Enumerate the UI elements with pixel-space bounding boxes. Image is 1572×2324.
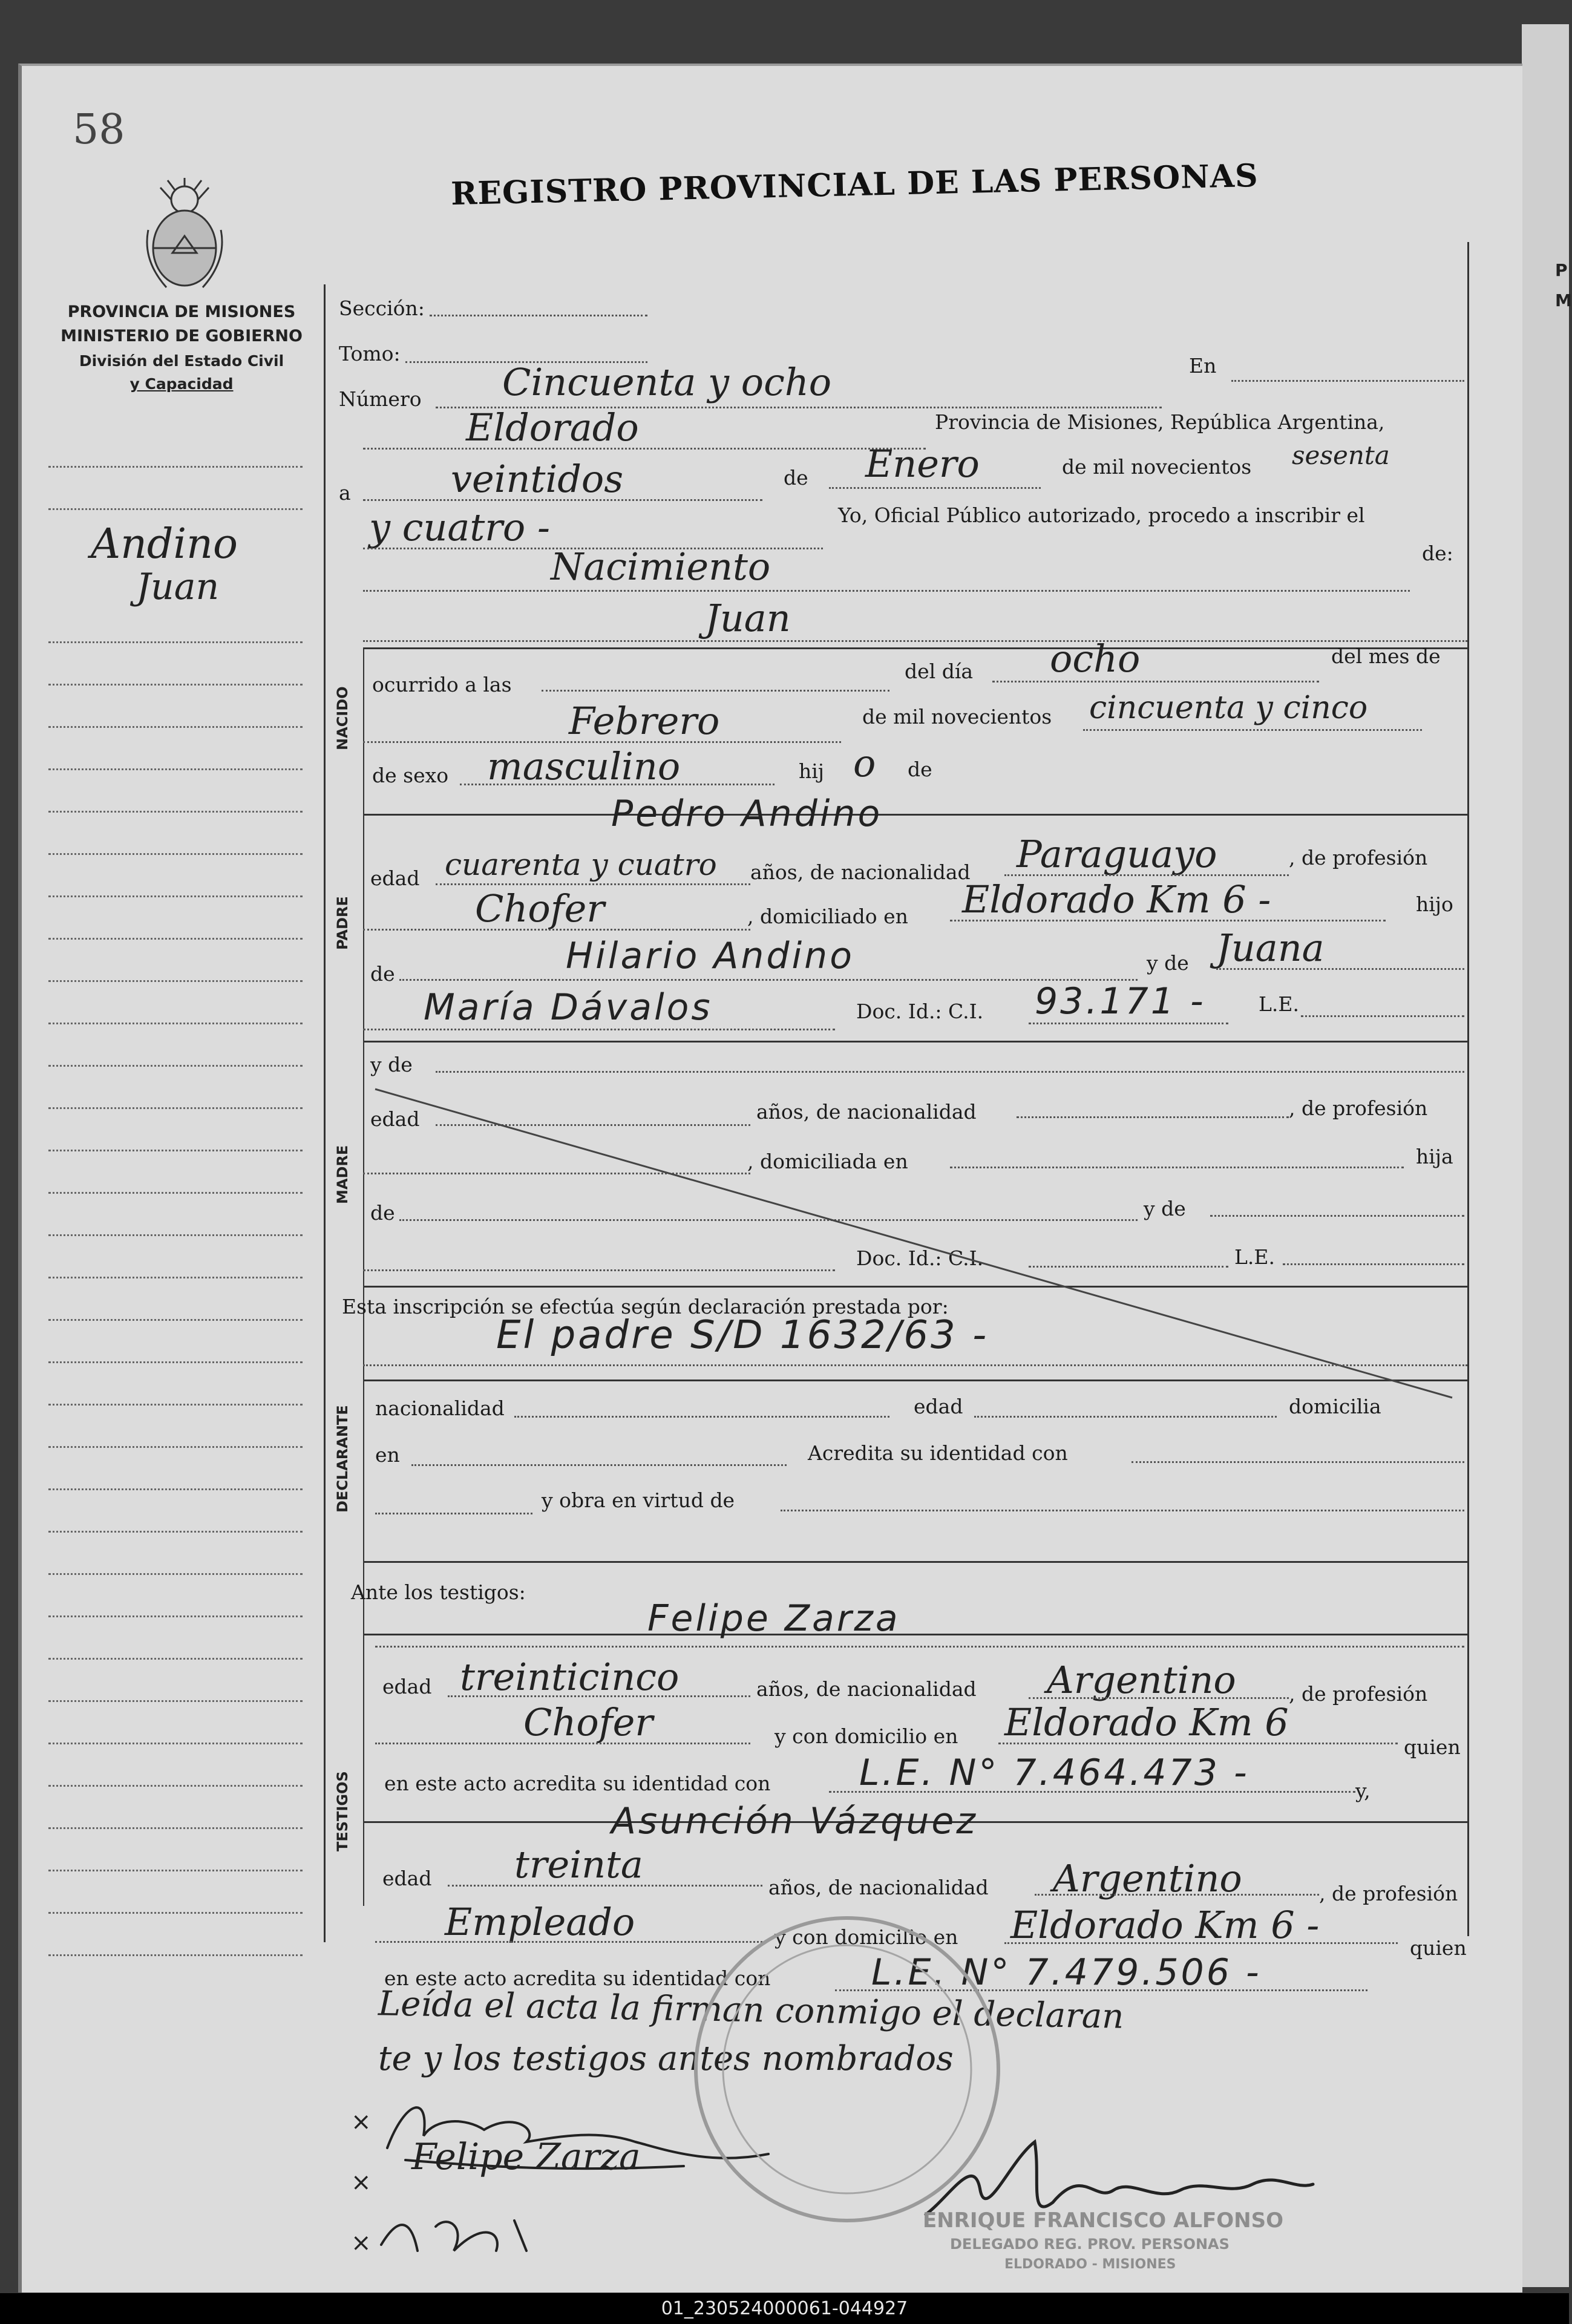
org-ministry: MINISTERIO DE GOBIERNO: [61, 327, 303, 345]
label-edad-t1: edad: [382, 1675, 432, 1698]
dots: [1004, 874, 1289, 876]
dots: [411, 1464, 787, 1466]
label-y-de2: y de: [370, 1053, 413, 1076]
page-number: 58: [73, 106, 125, 154]
field-hij-suffix: o: [853, 741, 876, 785]
margin-line: [48, 1615, 303, 1617]
next-page-edge: [1522, 24, 1569, 2287]
dots: [363, 590, 1410, 592]
dots: [448, 1885, 762, 1887]
field-abuela-a: Juana: [1216, 926, 1325, 970]
label-y-de: y de: [1147, 951, 1189, 975]
field-t1-edad: treinticinco: [460, 1655, 680, 1699]
margin-line: [48, 1150, 303, 1151]
section-divider: [363, 1041, 1467, 1043]
margin-line: [48, 980, 303, 982]
margin-line: [48, 938, 303, 940]
stamp-place: ELDORADO - MISIONES: [1004, 2257, 1176, 2272]
stamp-role: DELEGADO REG. PROV. PERSONAS: [950, 2236, 1230, 2253]
label-edad: edad: [370, 866, 420, 890]
field-t1-dom: Eldorado Km 6: [1004, 1700, 1289, 1744]
margin-surname: Andino: [91, 520, 238, 568]
margin-line: [48, 1870, 303, 1871]
org-capacity: y Capacidad: [129, 375, 234, 393]
label-en-este-acto-t2: en este acto acredita su identidad con: [384, 1966, 771, 1990]
label-acredita: Acredita su identidad con: [808, 1441, 1068, 1465]
dots: [430, 315, 647, 316]
dots: [363, 1364, 1467, 1366]
field-numero: Cincuenta y ocho: [502, 360, 832, 404]
section-divider: [363, 814, 1467, 816]
margin-line: [48, 811, 303, 813]
field-padre-nombre: Pedro Andino: [611, 793, 883, 835]
label-provincia: Provincia de Misiones, República Argentina,: [935, 410, 1385, 434]
field-testigo1: Felipe Zarza: [647, 1597, 900, 1640]
label-profesion-t2: , de profesión: [1319, 1882, 1458, 1905]
label-tomo: Tomo:: [339, 342, 401, 365]
label-en2: en: [375, 1443, 400, 1467]
org-division: División del Estado Civil: [79, 352, 284, 370]
org-province: PROVINCIA DE MISIONES: [67, 303, 296, 321]
label-sexo: de sexo: [372, 764, 449, 787]
field-anio-a: sesenta: [1292, 440, 1390, 470]
svg-text:×: ×: [351, 2108, 372, 2136]
dots: [363, 1029, 835, 1030]
dots: [829, 487, 1041, 489]
margin-line: [48, 1573, 303, 1575]
dots: [363, 929, 750, 931]
margin-given-name: Juan: [136, 566, 220, 608]
dots: [1132, 1461, 1464, 1463]
closing-line-1: Leída el acta la firman conmigo el declaran: [378, 1984, 1124, 2037]
field-abuela-b: María Dávalos: [424, 986, 713, 1029]
label-en: En: [1189, 354, 1217, 378]
field-nac-anio: cincuenta y cinco: [1089, 690, 1368, 726]
label-edad-t2: edad: [382, 1867, 432, 1890]
margin-line: [48, 1658, 303, 1660]
dots: [1083, 729, 1422, 731]
label-quien-t1: quien: [1404, 1735, 1461, 1759]
field-acto: Nacimiento: [551, 545, 771, 589]
next-page-letter-p: P: [1555, 260, 1568, 280]
field-t2-edad: treinta: [514, 1842, 643, 1887]
margin-line: [48, 853, 303, 855]
field-dia: veintidos: [451, 457, 624, 501]
margin-line: [48, 726, 303, 728]
margin-line: [48, 1700, 303, 1702]
field-t2-dom: Eldorado Km 6 -: [1010, 1903, 1320, 1947]
label-edad-decl: edad: [914, 1395, 963, 1418]
label-profesion: , de profesión: [1289, 846, 1428, 869]
dots: [363, 448, 926, 450]
margin-line: [48, 1192, 303, 1194]
field-mes: Enero: [865, 442, 980, 486]
label-profesion-madre: , de profesión: [1289, 1096, 1428, 1120]
label-hija: hija: [1416, 1145, 1453, 1168]
label-ocurrido: ocurrido a las: [372, 673, 512, 696]
margin-line: [48, 895, 303, 897]
coat-of-arms-icon: [136, 175, 233, 296]
label-de-madre: de: [370, 1201, 395, 1225]
field-t2-prof: Empleado: [445, 1900, 635, 1944]
section-declarante: DECLARANTE: [334, 1405, 351, 1513]
field-abuelo: Hilario Andino: [566, 935, 854, 977]
dots: [1004, 1942, 1398, 1944]
dots: [460, 784, 775, 785]
field-nombre: Juan: [705, 596, 791, 640]
label-de2: de: [908, 758, 932, 781]
page-title: REGISTRO PROVINCIAL DE LAS PERSONAS: [450, 157, 1259, 213]
label-y-con-dom-t1: y con domicilio en: [775, 1724, 958, 1748]
label-mil-novecientos: de mil novecientos: [1062, 455, 1252, 479]
field-t2-doc: L.E. N° 7.479.506 -: [871, 1951, 1262, 1994]
label-quien-t2: quien: [1410, 1936, 1467, 1960]
label-doc-id-madre: Doc. Id.: C.I.: [856, 1246, 984, 1270]
label-le-madre: L.E.: [1234, 1245, 1275, 1269]
dots: [1301, 1015, 1464, 1017]
margin-line: [48, 1743, 303, 1744]
field-declarante: El padre S/D 1632/63 -: [496, 1313, 989, 1358]
margin-line: [48, 1065, 303, 1067]
dots: [1231, 380, 1464, 382]
main-left-rule: [324, 284, 326, 1942]
label-hij: hij: [799, 759, 825, 783]
label-y-de-madre: y de: [1144, 1197, 1186, 1220]
label-en-este-acto-t1: en este acto acredita su identidad con: [384, 1772, 771, 1795]
dots: [1035, 1894, 1319, 1896]
label-nacionalidad: nacionalidad: [375, 1396, 505, 1420]
section-nacido: NACIDO: [334, 686, 351, 750]
label-inscripcion: Esta inscripción se efectúa según declaración prestada por:: [342, 1295, 949, 1318]
label-ante: Ante los testigos:: [351, 1580, 526, 1604]
field-t1-nac: Argentino: [1047, 1658, 1236, 1702]
label-de3: de: [370, 962, 395, 986]
label-le: L.E.: [1259, 992, 1299, 1016]
label-mil-novecientos2: de mil novecientos: [862, 705, 1052, 728]
field-padre-nac: Paraguayo: [1017, 832, 1217, 876]
dots: [363, 741, 841, 743]
label-seccion: Sección:: [339, 296, 425, 320]
margin-line: [48, 1361, 303, 1363]
field-sexo: masculino: [487, 744, 681, 788]
label-domicilia: domicilia: [1289, 1395, 1381, 1418]
section-divider: [363, 1561, 1467, 1563]
field-padre-prof: Chofer: [475, 886, 604, 931]
label-a: a: [339, 481, 351, 505]
margin-line: [48, 641, 303, 643]
dots: [992, 681, 1319, 682]
margin-line: [48, 466, 303, 468]
dots: [1029, 1023, 1228, 1024]
label-de: de: [784, 466, 808, 489]
margin-line: [48, 1785, 303, 1787]
label-profesion-t1: , de profesión: [1289, 1682, 1428, 1706]
dots: [1216, 968, 1464, 970]
dots: [375, 1513, 532, 1514]
next-page-letter-m: M: [1555, 290, 1572, 310]
label-de-colon: de:: [1422, 542, 1453, 565]
dots: [829, 1791, 1355, 1793]
field-lugar: Eldorado: [466, 405, 639, 450]
field-anio-b: y cuatro -: [369, 505, 550, 549]
margin-line: [48, 1319, 303, 1321]
field-t1-doc: L.E. N° 7.464.473 -: [859, 1752, 1249, 1794]
margin-line: [48, 1404, 303, 1406]
margin-line: [48, 768, 303, 770]
margin-line: [48, 1827, 303, 1829]
dots: [974, 1416, 1277, 1418]
stamp-name: ENRIQUE FRANCISCO ALFONSO: [923, 2208, 1283, 2233]
image-caption: 01_230524000061-044927: [0, 2293, 1569, 2324]
section-divider: [363, 1634, 1467, 1635]
dots: [399, 979, 1138, 981]
margin-line: [48, 1488, 303, 1490]
label-edad-madre: edad: [370, 1107, 420, 1131]
margin-line: [48, 1107, 303, 1109]
margin-line: [48, 1234, 303, 1236]
label-obra: y obra en virtud de: [542, 1488, 735, 1512]
field-t1-prof: Chofer: [523, 1700, 653, 1744]
dots: [514, 1416, 889, 1418]
field-padre-dom: Eldorado Km 6 -: [962, 877, 1271, 921]
margin-line: [48, 1277, 303, 1278]
dots: [1029, 1697, 1289, 1699]
field-nac-mes: Febrero: [569, 699, 720, 743]
margin-line: [48, 508, 303, 510]
dots: [542, 690, 889, 692]
label-anios-nac-madre: años, de nacionalidad: [756, 1100, 977, 1124]
dots: [375, 1646, 1464, 1648]
dots: [781, 1510, 1464, 1511]
section-divider: [363, 647, 1467, 649]
dots: [448, 1695, 750, 1697]
label-anios-nac: años, de nacionalidad: [750, 860, 971, 884]
label-anios-nac-t1: años, de nacionalidad: [756, 1677, 977, 1701]
dots: [363, 499, 762, 501]
label-anios-nac-t2: años, de nacionalidad: [768, 1876, 989, 1899]
section-padre: PADRE: [334, 896, 351, 950]
field-padre-edad: cuarenta y cuatro: [445, 847, 717, 882]
section-testigos: TESTIGOS: [334, 1771, 351, 1851]
label-del-mes: del mes de: [1331, 644, 1441, 668]
margin-line: [48, 1912, 303, 1914]
margin-line: [48, 684, 303, 686]
label-yo-oficial: Yo, Oficial Público autorizado, procedo a inscribir el: [838, 503, 1365, 527]
signature-felipe: Felipe Zarza: [411, 2136, 641, 2178]
svg-text:×: ×: [351, 2229, 372, 2257]
field-testigo2: Asunción Vázquez: [611, 1800, 978, 1842]
dots: [363, 640, 1467, 642]
section-madre: MADRE: [334, 1145, 351, 1204]
closing-line-2: te y los testigos antes nombrados: [378, 2039, 954, 2078]
field-nac-dia: ocho: [1050, 637, 1141, 681]
margin-line: [48, 1023, 303, 1024]
dots: [998, 1743, 1398, 1744]
label-domiciliada: , domiciliada en: [747, 1150, 908, 1173]
label-y-con-dom-t2: y con domicilio en: [775, 1925, 958, 1949]
margin-line: [48, 1446, 303, 1448]
label-hijo: hijo: [1416, 892, 1453, 916]
field-padre-ci: 93.171 -: [1035, 980, 1206, 1023]
svg-text:×: ×: [351, 2169, 372, 2196]
label-del-dia: del día: [905, 660, 974, 683]
dots: [375, 1743, 750, 1744]
margin-line: [48, 1954, 303, 1956]
margin-line: [48, 1531, 303, 1533]
label-y-coma: y,: [1355, 1779, 1371, 1802]
dots: [436, 883, 750, 885]
label-domiciliado: , domiciliado en: [747, 905, 908, 928]
label-doc-id: Doc. Id.: C.I.: [856, 1000, 984, 1023]
field-t2-nac: Argentino: [1053, 1856, 1242, 1900]
label-numero: Número: [339, 387, 422, 411]
dots: [950, 920, 1386, 921]
